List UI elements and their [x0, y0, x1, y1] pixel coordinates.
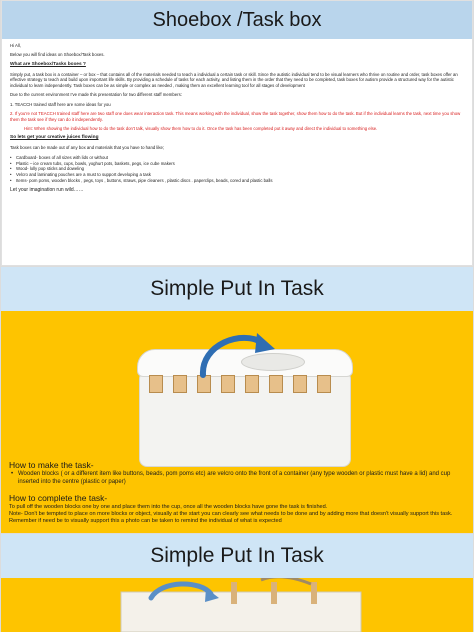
list-item: • Items- pom poms, wooden blocks , pegs, toys , buttons, straws, pipe cleaners , plastic discs . paperclips, beads, cored and plastic balls — [10, 178, 466, 184]
slide-body — [10, 43, 466, 197]
slide-title: Simple Put In Task — [150, 277, 324, 300]
slide-simple-put-in-task — [1, 267, 473, 533]
list-item: • Wood- lolly pop sticks and doweling — [10, 166, 466, 172]
hint-text: Hint: When showing the individual how to do the task don't talk, visually show them how to do it. Once the task has been completed put it away and direct the individual to something else. — [24, 126, 378, 132]
what-heading: What are Shoebox/Tasks boxes ? — [10, 61, 86, 67]
staff-item-1: 1. TEACCH trained staff here are some ideas for you — [10, 101, 111, 107]
slide-title-band — [1, 267, 473, 311]
how-complete-body: To pull off the wooden blocks one by one and place them into the cup, once all the wooden blocks have gone the task is finished. — [9, 503, 328, 510]
how-complete-heading: How to complete the task- — [9, 492, 108, 503]
materials-list — [10, 155, 466, 184]
slide-title: Simple Put In Task — [150, 544, 324, 567]
slide-title: Shoebox /Task box — [152, 8, 322, 31]
list-item: • Wooden blocks ( or a different item like buttons, beads, pom poms etc) are velcro onto the front of a container (any type wooden or plastic must have a lid) and cup inserted into the centre (plastic or paper) — [9, 471, 465, 487]
slide-simple-put-in-task-2 — [1, 534, 473, 632]
slide-shoebox-intro — [1, 0, 473, 266]
juices-heading: So lets get your creative juices flowing — [10, 135, 99, 141]
closing-text: Let your imagination run wild…… — [10, 186, 84, 193]
list-item: • Plastic – ice cream tubs, cups, bowls, yoghurt pots, baskets, pegs, ice cube makers — [10, 161, 466, 167]
list-item: • Velcro and laminating pouches are a must to support developing a task — [10, 172, 466, 178]
slide-title-band — [2, 1, 472, 39]
curved-arrow-icon — [91, 315, 391, 475]
task-box-photo — [91, 315, 391, 475]
staff-item-2: 2. If you're not TEACCH trained staff here are two staff one does wear interaction task. This means working with the individual, show the task together, show them how to do the task. But if the individual learns the task, next time you show them the task see if they can do it independently. — [10, 111, 461, 122]
environment-text: Due to the current environment I've made this presentation for two different staff members: — [10, 92, 182, 98]
how-make-heading: How to make the task- — [9, 460, 94, 470]
materials-intro: Task boxes can be made out of any box and materials that you have to hand like; — [10, 145, 165, 151]
how-make-list — [9, 471, 465, 487]
greeting: Hi All, — [10, 43, 21, 48]
list-item: • Cardboard- boxes of all sizes with lids or without — [10, 155, 466, 161]
basket-pegs-photo — [81, 578, 401, 632]
what-body: Simply put, a task box is a container – or box – that contains all of the materials needed to teach a individual a certain task or skill. Since the autistic individual tend to be visual learners who thrive on routine and order, task boxes offer an effective strategy to teach and build upon important life skills. By providing a schedule of tasks for each activity, and listing them in the order that they need to be completed, task boxes for autism provide a structured way for the autistic individual to learn independently. Task boxes can be as simple or complex as needed , making them an excellent learning tool for all stages of development — [10, 71, 458, 89]
task-instructions — [9, 459, 465, 525]
note-text: Note- Don't be tempted to place on more blocks or object, visually at the start you can clearly see what needs to be done and by adding more that doesn't visually support this task. Remember if need be to visually support this a photo can be taken to remind the individual of what is expected — [9, 510, 453, 525]
intro-text: Below you will find ideas on Shoebox/Task boxes. — [10, 52, 105, 58]
slide-title-band — [1, 534, 473, 578]
